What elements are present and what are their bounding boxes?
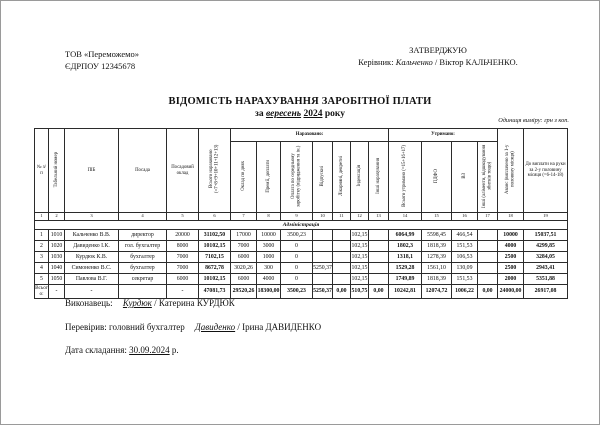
row-5-col-6: 10102,15 [199, 274, 231, 285]
column-header-7 [231, 142, 257, 213]
date-label: Дата складання: [65, 345, 127, 355]
row-5-col-8: 4000 [257, 274, 281, 285]
totals-col-15: 12074,72 [422, 285, 452, 299]
row-1-col-2: 1010 [49, 230, 65, 241]
row-2-col-11 [333, 241, 351, 252]
column-header-1 [35, 129, 49, 213]
row-3-col-5: 7000 [167, 252, 199, 263]
row-3-col-11 [333, 252, 351, 263]
row-2-col-17 [478, 241, 498, 252]
row-1-col-9: 3500,23 [281, 230, 313, 241]
column-header-3 [65, 129, 119, 213]
row-1-col-16: 466,54 [452, 230, 478, 241]
row-4-col-2: 1040 [49, 263, 65, 274]
row-5-col-15: 1818,39 [422, 274, 452, 285]
column-header-label: Посадовий оклад [171, 164, 194, 176]
column-header-5 [167, 129, 199, 213]
row-4-col-12: 102,15 [351, 263, 369, 274]
row-5-col-11 [333, 274, 351, 285]
row-3-col-7: 6000 [231, 252, 257, 263]
executor-separator: / [154, 298, 157, 308]
approval-title: ЗАТВЕРДЖУЮ [409, 45, 467, 55]
row-3-col-1: 3 [35, 252, 49, 263]
row-5-col-5: 6000 [167, 274, 199, 285]
row-4-col-14: 1529,28 [389, 263, 422, 274]
row-4-col-19: 2943,41 [524, 263, 568, 274]
row-1-col-1: 1 [35, 230, 49, 241]
totals-col-18: 24000,00 [498, 285, 524, 299]
totals-row [35, 285, 568, 299]
column-header-label: Інші (аліменти, відшкодування збитків тощо) [482, 144, 493, 208]
row-2-col-10 [313, 241, 333, 252]
row-5-col-10 [313, 274, 333, 285]
column-number-19: 19 [524, 213, 568, 221]
row-2-col-8: 3000 [257, 241, 281, 252]
column-number-6: 6 [199, 213, 231, 221]
row-5-col-14: 1749,89 [389, 274, 422, 285]
column-number-5: 5 [167, 213, 199, 221]
row-5-col-3: Павлова В.Г. [65, 274, 119, 285]
row-1-col-10 [313, 230, 333, 241]
row-3-col-9: 0 [281, 252, 313, 263]
row-1-col-13 [369, 230, 389, 241]
checker-label: Перевірив: головний бухгалтер [65, 321, 185, 332]
row-4-col-4: бухгалтер [119, 263, 167, 274]
row-3-col-15: 1278,39 [422, 252, 452, 263]
column-header-label: ПДФО [433, 168, 439, 183]
row-5-col-18: 2000 [498, 274, 524, 285]
table-row [35, 241, 568, 252]
approval-block [303, 44, 573, 69]
column-header-label: Оплата по середньому заробітку (відрядження та ін.) [290, 145, 302, 207]
row-2-col-15: 1818,39 [422, 241, 452, 252]
row-2-col-1: 2 [35, 241, 49, 252]
accrued-group-header: Нараховано: [231, 129, 389, 142]
checker-name: Ірина ДАВИДЕНКО [242, 321, 322, 332]
row-1-col-4: директор [119, 230, 167, 241]
totals-col-3: - [65, 285, 119, 299]
row-4-col-7: 3020,26 [231, 263, 257, 274]
column-header-label: Посада [135, 167, 150, 173]
payroll-table-wrapper [34, 128, 568, 299]
column-header-6 [199, 129, 231, 213]
column-header-label: ПІБ [87, 167, 96, 173]
row-5-col-1: 5 [35, 274, 49, 285]
subtitle-year: 2024 [303, 109, 323, 119]
date-line [65, 345, 321, 355]
row-5-col-9: 0 [281, 274, 313, 285]
company-edrpou: ЄДРПОУ 12345678 [65, 61, 136, 72]
column-header-14 [389, 142, 422, 213]
row-1-col-17 [478, 230, 498, 241]
column-number-18: 18 [498, 213, 524, 221]
row-2-col-14: 1802,3 [389, 241, 422, 252]
executor-signature: Курдюк [122, 298, 152, 308]
company-name: ТОВ «Переможемо» [65, 49, 140, 59]
checker-separator: / [237, 321, 240, 332]
payroll-table [34, 128, 568, 299]
totals-col-13: 0,00 [369, 285, 389, 299]
column-number-11: 11 [333, 213, 351, 221]
column-header-label: Премії, доплати [265, 159, 271, 193]
row-2-col-19: 4299,85 [524, 241, 568, 252]
row-1-col-8: 10000 [257, 230, 281, 241]
totals-col-7: 29520,26 [231, 285, 257, 299]
approval-name: Віктор КАЛЬЧЕНКО. [439, 57, 518, 68]
row-2-col-13 [369, 241, 389, 252]
row-5-col-2: 1050 [49, 274, 65, 285]
row-5-col-7: 6000 [231, 274, 257, 285]
column-header-9 [281, 142, 313, 213]
row-5-col-12: 102,15 [351, 274, 369, 285]
row-3-col-17 [478, 252, 498, 263]
column-header-label: Всього нараховано (=7+8+9+10+11+12+13) [208, 145, 220, 194]
row-2-col-18: 4000 [498, 241, 524, 252]
row-5-col-16: 151,53 [452, 274, 478, 285]
row-3-col-13 [369, 252, 389, 263]
column-header-11 [333, 142, 351, 213]
row-4-col-15: 1561,10 [422, 263, 452, 274]
column-number-13: 13 [369, 213, 389, 221]
row-2-col-2: 1020 [49, 241, 65, 252]
totals-col-4 [119, 285, 167, 299]
row-4-col-16: 130,09 [452, 263, 478, 274]
table-row [35, 252, 568, 263]
row-2-col-6: 10102,15 [199, 241, 231, 252]
checker-line [65, 322, 321, 332]
row-3-col-12: 102,15 [351, 252, 369, 263]
date-suffix: р. [171, 345, 179, 355]
withheld-group-header: Утримано: [389, 129, 498, 142]
approval-signature-line [303, 56, 573, 68]
column-number-3: 3 [65, 213, 119, 221]
row-2-col-9: 0 [281, 241, 313, 252]
column-number-9: 9 [281, 213, 313, 221]
table-row [35, 230, 568, 241]
approval-label: Керівник: [358, 57, 394, 68]
column-header-16 [452, 142, 478, 213]
table-row [35, 263, 568, 274]
row-1-col-3: Кальченко В.В. [65, 230, 119, 241]
column-header-label: ВЗ [461, 173, 467, 179]
row-5-col-13 [369, 274, 389, 285]
row-4-col-13 [369, 263, 389, 274]
row-2-col-5: 8000 [167, 241, 199, 252]
totals-col-16: 1006,22 [452, 285, 478, 299]
row-2-col-12: 102,15 [351, 241, 369, 252]
row-5-col-19: 5351,88 [524, 274, 568, 285]
totals-col-11: 0,00 [333, 285, 351, 299]
row-3-col-3: Курдюк К.В. [65, 252, 119, 263]
approval-separator: / [434, 57, 438, 68]
subtitle-prefix: за [255, 109, 264, 119]
totals-label: Всього: [35, 284, 48, 297]
checker-signature: Давиденко [195, 321, 236, 332]
column-number-1: 1 [35, 213, 49, 221]
column-header-label: До виплати на руки за 2-у половину місяця (=6-14-18) [525, 161, 566, 179]
totals-col-19: 26917,08 [524, 285, 568, 299]
signatures-block [65, 298, 321, 369]
column-header-19 [524, 129, 568, 213]
row-5-col-4: секретар [119, 274, 167, 285]
totals-col-5: - [167, 285, 199, 299]
column-number-7: 7 [231, 213, 257, 221]
column-number-16: 16 [452, 213, 478, 221]
row-4-col-17 [478, 263, 498, 274]
column-number-17: 17 [478, 213, 498, 221]
section-row-administration: Адміністрація [35, 221, 568, 230]
column-number-10: 10 [313, 213, 333, 221]
column-number-8: 8 [257, 213, 281, 221]
column-header-label: Лікарняні, декретні [338, 155, 344, 196]
row-3-col-6: 7102,15 [199, 252, 231, 263]
row-1-col-15: 5598,45 [422, 230, 452, 241]
row-1-col-5: 20000 [167, 230, 199, 241]
row-3-col-10 [313, 252, 333, 263]
row-3-col-4: бухгалтер [119, 252, 167, 263]
column-header-8 [257, 142, 281, 213]
row-4-col-11 [333, 263, 351, 274]
row-2-col-4: гол. бухгалтер [119, 241, 167, 252]
row-1-col-19: 15037,51 [524, 230, 568, 241]
column-header-13 [369, 142, 389, 213]
totals-col-10: 5250,37 [313, 285, 333, 299]
column-header-label: Відпускні [319, 165, 325, 187]
unit-of-measure-note: Одиниця виміру: грн з коп. [498, 117, 569, 124]
row-3-col-8: 1000 [257, 252, 281, 263]
column-number-12: 12 [351, 213, 369, 221]
row-5-col-17 [478, 274, 498, 285]
subtitle-month: вересень [265, 109, 302, 119]
column-number-2: 2 [49, 213, 65, 221]
totals-col-6: 47081,73 [199, 285, 231, 299]
column-header-label: Індексація [356, 165, 362, 187]
row-3-col-14: 1318,1 [389, 252, 422, 263]
totals-col-2: - [49, 285, 65, 299]
column-header-17 [478, 142, 498, 213]
row-2-col-7: 7000 [231, 241, 257, 252]
row-1-col-7: 17000 [231, 230, 257, 241]
approval-signature: Кальченко [395, 57, 433, 68]
totals-col-14: 10242,81 [389, 285, 422, 299]
column-header-10 [313, 142, 333, 213]
executor-line [65, 298, 321, 308]
table-row [35, 274, 568, 285]
row-1-col-18: 10000 [498, 230, 524, 241]
date-value: 30.09.2024 [129, 345, 170, 355]
row-2-col-3: Давиденко І.К. [65, 241, 119, 252]
column-header-label: Оклад по днях [240, 160, 246, 191]
column-header-15 [422, 142, 452, 213]
column-header-label: Інші нарахування [375, 157, 381, 194]
totals-col-9: 3500,23 [281, 285, 313, 299]
row-3-col-2: 1030 [49, 252, 65, 263]
column-header-18 [498, 129, 524, 213]
column-number-4: 4 [119, 213, 167, 221]
column-header-12 [351, 142, 369, 213]
executor-label: Виконавець: [65, 298, 113, 308]
row-4-col-18: 2500 [498, 263, 524, 274]
row-4-col-6: 8672,78 [199, 263, 231, 274]
row-4-col-8: 300 [257, 263, 281, 274]
row-4-col-5: 7000 [167, 263, 199, 274]
row-3-col-19: 3284,05 [524, 252, 568, 263]
column-number-14: 14 [389, 213, 422, 221]
row-4-col-1: 4 [35, 263, 49, 274]
totals-col-12: 510,75 [351, 285, 369, 299]
row-1-col-12: 102,15 [351, 230, 369, 241]
column-header-4 [119, 129, 167, 213]
column-header-2 [49, 129, 65, 213]
column-header-label: Табельний номер [53, 151, 59, 188]
column-number-15: 15 [422, 213, 452, 221]
company-block [65, 48, 139, 73]
executor-name: Катерина КУРДЮК [158, 298, 235, 308]
column-header-label: № з/п [36, 164, 46, 176]
totals-col-8: 18300,00 [257, 285, 281, 299]
row-2-col-16: 151,53 [452, 241, 478, 252]
row-4-col-3: Симоненко В.С. [65, 263, 119, 274]
subtitle-suffix: року [324, 109, 345, 119]
column-header-label: Аванс (виплачено за 1-у половину місяця) [505, 144, 516, 195]
row-3-col-16: 106,53 [452, 252, 478, 263]
row-1-col-6: 31102,50 [199, 230, 231, 241]
row-4-col-10: 5250,37 [313, 263, 333, 274]
column-header-label: Всього утримано (=15+16+17) [402, 144, 408, 207]
totals-col-17: 0,00 [478, 285, 498, 299]
row-3-col-18: 2500 [498, 252, 524, 263]
row-1-col-11 [333, 230, 351, 241]
document-title-block [1, 96, 599, 119]
row-4-col-9: 0 [281, 263, 313, 274]
document-title: ВІДОМІСТЬ НАРАХУВАННЯ ЗАРОБІТНОЇ ПЛАТИ [168, 96, 432, 107]
row-1-col-14: 6064,99 [389, 230, 422, 241]
